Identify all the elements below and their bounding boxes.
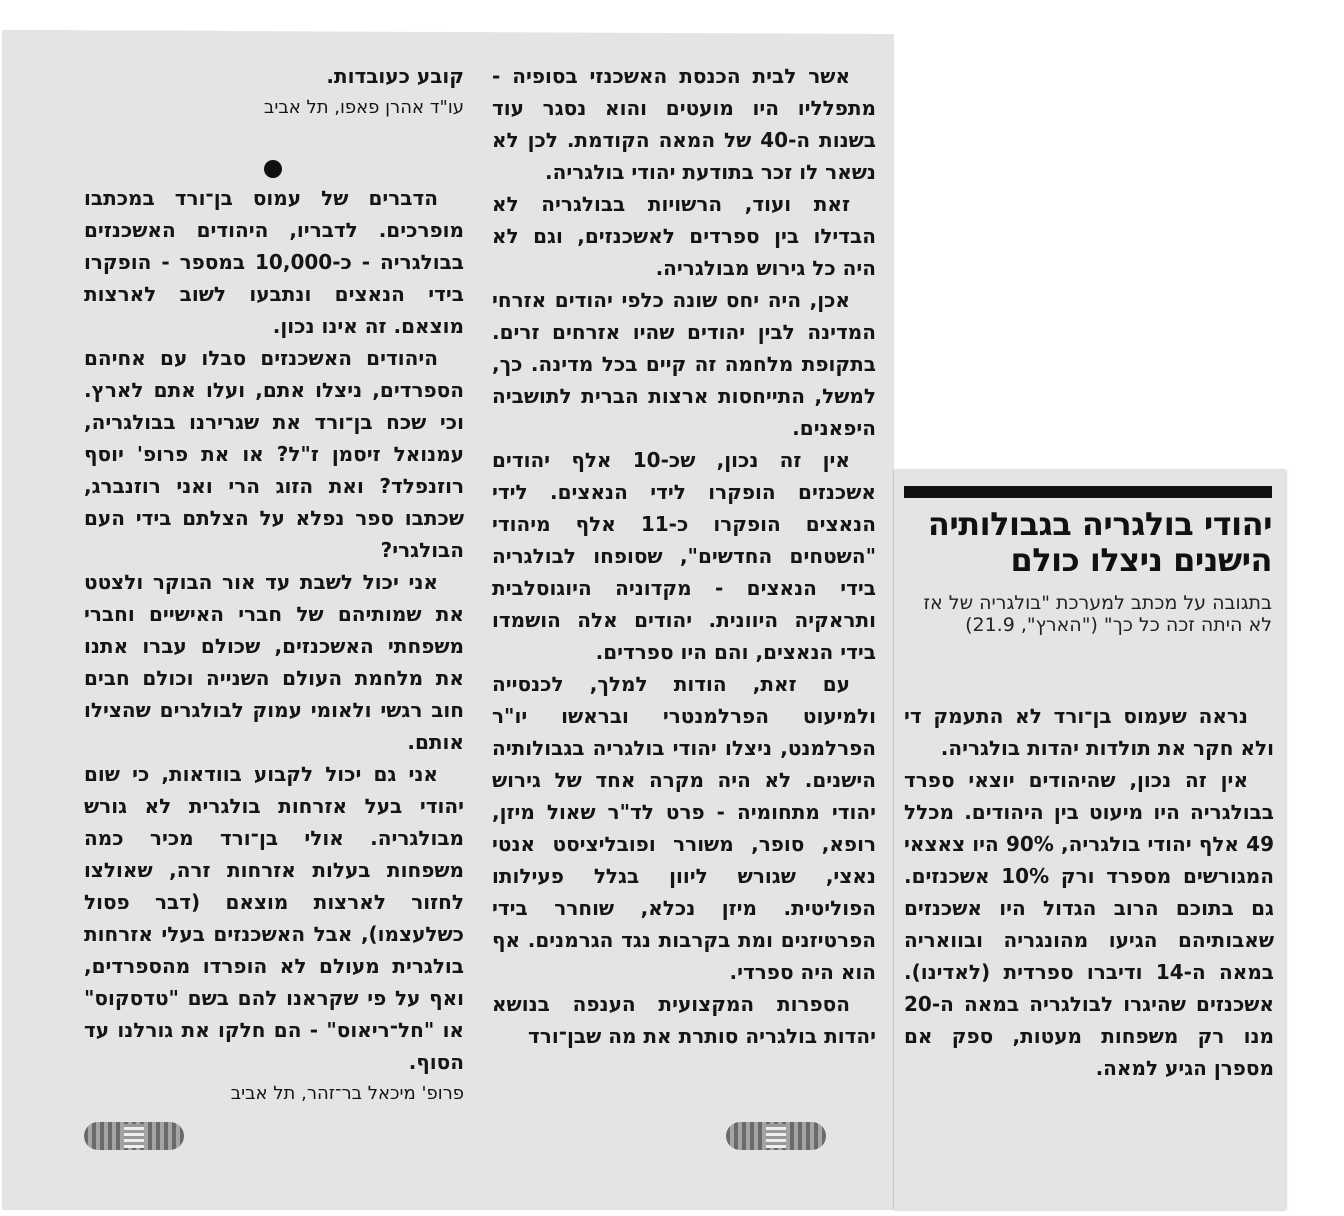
- paragraph: עם זאת, הודות למלך, לכנסייה ולמיעוט הפרלמנטרי ובראשו יו"ר הפרלמנט, ניצלו יהודי בולגריה בגבולותיה הישנים. לא היה מקרה אחד של גירוש יהודי מתחומיה - פרט לד"ר שאול מיזן, רופא, סופר, משורר ופובליציסט אנטי נאצי, שגורש ליוון בגלל פעילותו הפוליטית. מיזן נכלא, שוחרר בידי הפרטיזנים ומת בקרבות נגד הגרמנים. אף הוא היה ספרדי.: [492, 672, 876, 984]
- paragraph: אין זה נכון, שהיהודים יוצאי ספרד בבולגריה היו מיעוט בין היהודים. מכלל 49 אלף יהודי בולגריה, 90% היו צאצאי המגורשים מספרד ורק 10% אשכנזים. גם בתוכם הרוב הגדול היו אשכנזים שאבותיהם הגיעו מהונגריה ובוואריה במאה ה-14 ודיברו ספרדית (לאדינו). אשכנזים שהיגרו לבולגריה במאה ה-20 מנו רק משפחות מעטות, ספק אם מספרן הגיע למאה.: [904, 768, 1275, 1080]
- bullet-separator-icon: [264, 160, 282, 178]
- signature-papo: עו"ד אהרן פאפו, תל אביב: [263, 97, 464, 118]
- ornament-middle-icon: [726, 1122, 826, 1150]
- paragraph: אשר לבית הכנסת האשכנזי בסופיה - מתפלליו היו מועטים והוא נסגר עוד בשנות ה-40 של המאה הקודמת. לכן לא נשאר לו זכר בתודעת יהודי בולגריה.: [492, 64, 876, 184]
- paragraph: אני יכול לשבת עד אור הבוקר ולצטט את שמותיהם של חברי האישיים וחברי משפחתי האשכנזים, שכולם עברו אתנו את מלחמת העולם השנייה וכולם חבים חוב רגשי ולאומי עמוק לבולגרים שהצילו אותם.: [84, 570, 464, 754]
- headline-rule: [904, 486, 1272, 498]
- article-subhead: בתגובה על מכתב למערכת "בולגריה של אז לא היתה זכה כל כך" ("הארץ", 21.9): [923, 592, 1272, 636]
- paragraph: הדברים של עמוס בן־ורד במכתבו מופרכים. לדבריו, היהודים האשכנזים בבולגריה - כ-10,000 במספר - הופקרו בידי הנאצים ונתבעו לשוב לארצות מוצאם. זה אינו נכון.: [84, 186, 464, 338]
- column-left: [84, 60, 464, 1104]
- paragraph: אכן, היה יחס שונה כלפי יהודים אזרחי המדינה לבין יהודים שהיו אזרחים זרים. בתקופת מלחמה זה קיים בכל מדינה. כך, למשל, התייחסות ארצות הברית לתושביה היפאנים.: [492, 288, 876, 440]
- headline-line-1: יהודי בולגריה בגבולותיה: [927, 505, 1272, 543]
- paragraph: זאת ועוד, הרשויות בבולגריה לא הבדילו בין ספרדים לאשכנזים, וגם לא היה כל גירוש מבולגריה.: [492, 192, 876, 280]
- ornament-left-icon: [84, 1122, 184, 1150]
- signature-bar-zohar: פרופ' מיכאל בר־זהר, תל אביב: [230, 1083, 464, 1104]
- paragraph: אני גם יכול לקבוע בוודאות, כי שום יהודי בעל אזרחות בולגרית לא גורש מבולגריה. אולי בן־ורד מכיר כמה משפחות בעלות אזרחות זרה, שאולצו לחזור לארצות מוצאם (דבר פסול כשלעצמו), אבל האשכנזים בעלי אזרחות בולגרית מעולם לא הופרדו מהספרדים, ואף על פי שקראנו להם בשם "טדסקוס" או "חל־ריאוס" - הם חלקו את גורלנו עד הסוף.: [84, 762, 464, 1074]
- paragraph: אין זה נכון, שכ-10 אלף יהודים אשכנזים הופקרו לידי הנאצים. לידי הנאצים הופקרו כ-11 אלף מיהודי "השטחים החדשים", שסופחו לבולגריה בידי הנאצים - מקדוניה היוגוסלבית ותראקיה היוונית. יהודים אלה הושמדו בידי הנאצים, והם היו ספרדים.: [492, 448, 876, 664]
- column-middle: [492, 60, 876, 1100]
- headline-line-2: הישנים ניצלו כולם: [1010, 541, 1272, 579]
- paragraph: היהודים האשכנזים סבלו עם אחיהם הספרדים, ניצלו אתם, ועלו אתם לארץ. וכי שכח בן־ורד את שגרירנו בבולגריה, עמנואל זיסמן ז"ל? או את פרופ' יוסף רוזנפלד? ואת הזוג הרי ואני רוזנברג, שכתבו ספר נפלא על הצלתם בידי העם הבולגרי?: [84, 346, 464, 562]
- paragraph: הספרות המקצועית הענפה בנושא יהדות בולגריה סותרת את מה שבן־ורד: [492, 992, 876, 1048]
- paragraph-continuation: קובע כעובדות.: [326, 64, 464, 88]
- paragraph: נראה שעמוס בן־ורד לא התעמק די ולא חקר את תולדות יהדות בולגריה.: [904, 704, 1274, 760]
- article-headline: [904, 506, 1272, 578]
- column-right: [904, 700, 1274, 1100]
